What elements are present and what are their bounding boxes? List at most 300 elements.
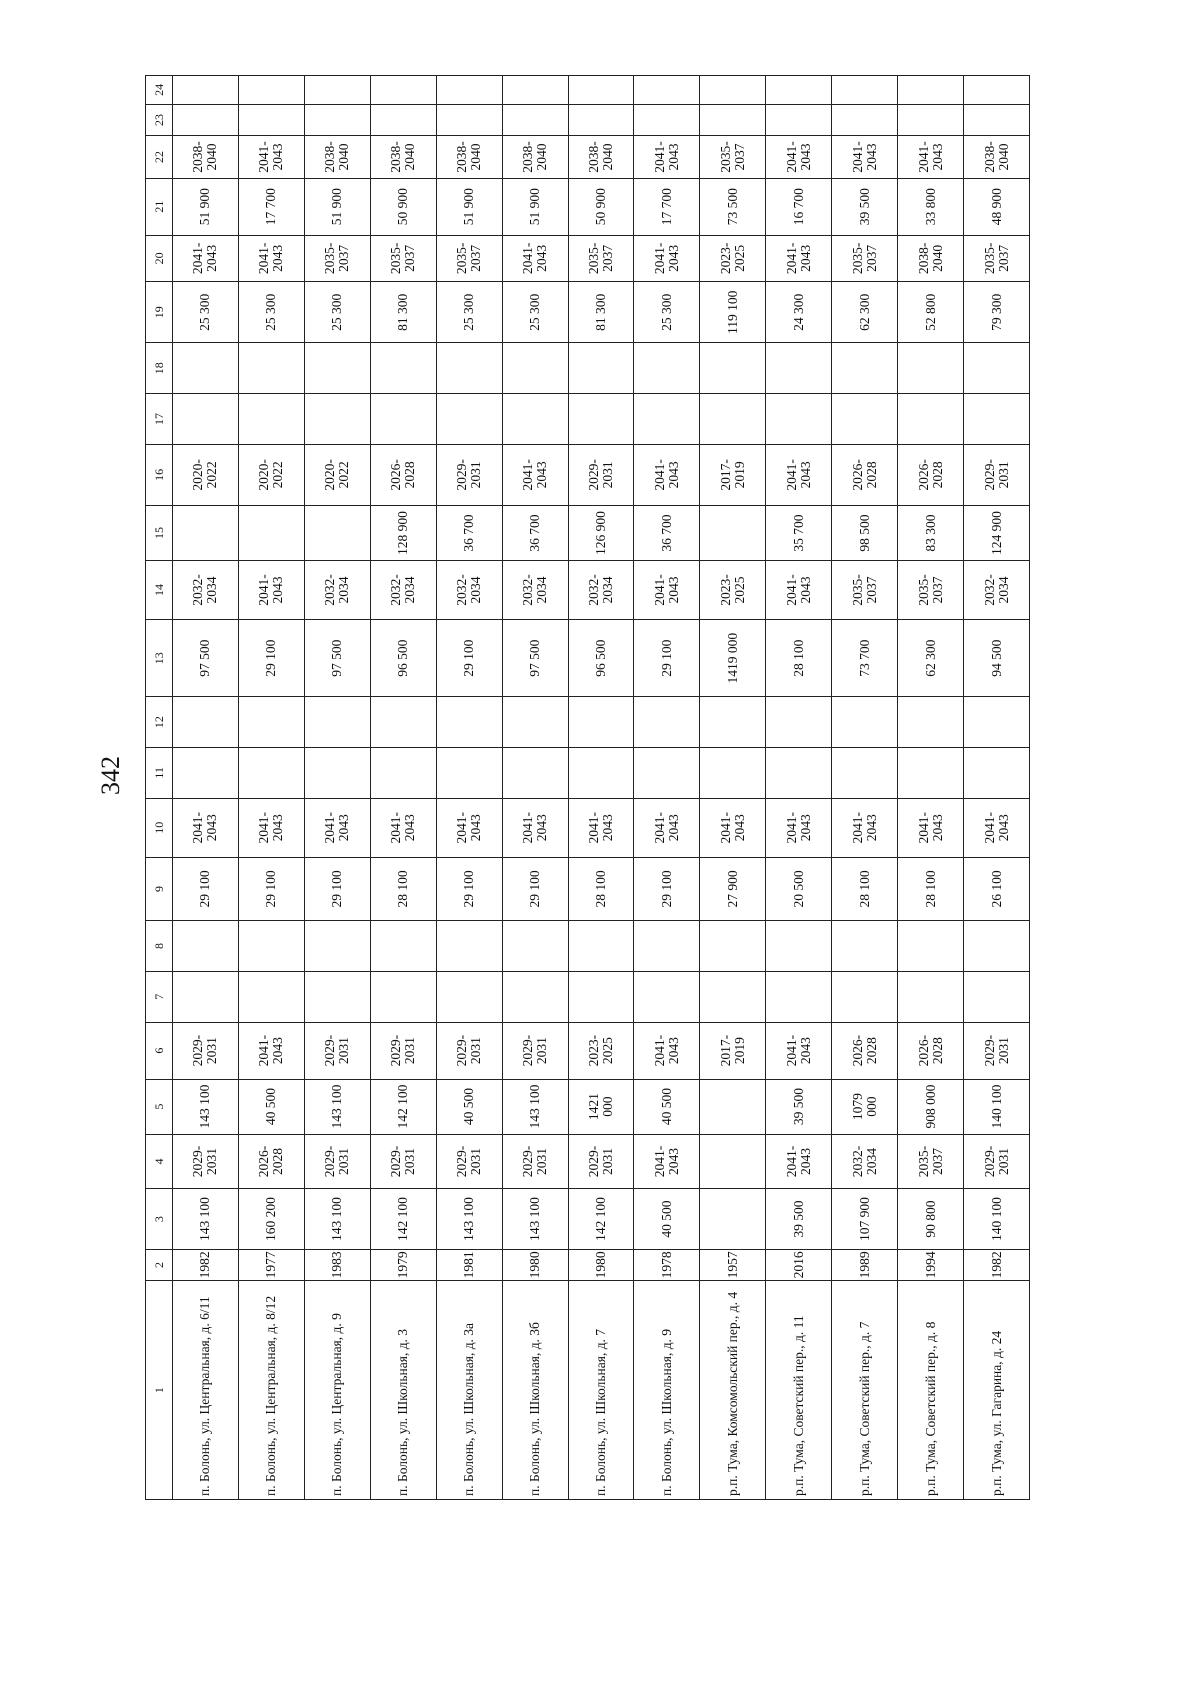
table-cell: 2041-2043 [238, 798, 304, 857]
table-cell: 2035-2037 [568, 235, 634, 281]
table-cell: 39 500 [832, 178, 898, 235]
column-header-10: 10 [146, 798, 173, 857]
table-cell: 26 100 [964, 857, 1030, 920]
page-number: 342 [96, 756, 125, 795]
table-cell: 79 300 [964, 282, 1030, 343]
address-cell: п. Болонь, ул. Школьная, д. 3б [502, 1281, 568, 1500]
table-cell [898, 971, 964, 1022]
table-cell [700, 1079, 766, 1134]
table-cell: 143 100 [304, 1189, 370, 1249]
table-cell [436, 747, 502, 798]
table-cell: 142 100 [568, 1189, 634, 1249]
table-cell [634, 747, 700, 798]
table-cell: 2029-2031 [436, 1022, 502, 1079]
table-cell [700, 697, 766, 748]
address-cell: р.п. Тума, Советский пер., д. 8 [898, 1281, 964, 1500]
table-cell [832, 104, 898, 136]
table-cell: 2026-2028 [898, 1022, 964, 1079]
table-cell: 124 900 [964, 506, 1030, 561]
table-cell: 2041-2043 [238, 1022, 304, 1079]
table-row [304, 76, 370, 1500]
table-cell [964, 697, 1030, 748]
address-cell: п. Болонь, ул. Школьная, д. 3 [370, 1281, 436, 1500]
table-cell: 81 300 [370, 282, 436, 343]
table-cell: 40 500 [634, 1189, 700, 1249]
table-cell: 2029-2031 [964, 1134, 1030, 1189]
table-cell: 98 500 [832, 506, 898, 561]
table-cell: 2023-2025 [700, 560, 766, 619]
table-cell: 2023-2025 [568, 1022, 634, 1079]
table-cell [502, 747, 568, 798]
table-cell [898, 747, 964, 798]
table-cell: 51 900 [304, 178, 370, 235]
table-cell: 36 700 [436, 506, 502, 561]
table-cell: 143 100 [502, 1079, 568, 1134]
table-cell: 2041-2043 [766, 444, 832, 505]
table-cell: 2041-2043 [634, 235, 700, 281]
table-cell: 2041-2043 [238, 235, 304, 281]
table-cell [766, 747, 832, 798]
table-cell: 29 100 [238, 620, 304, 697]
table-cell: 142 100 [370, 1189, 436, 1249]
table-cell: 17 700 [238, 178, 304, 235]
table-cell [766, 343, 832, 394]
table-cell [898, 697, 964, 748]
table-cell [502, 697, 568, 748]
table-cell [634, 343, 700, 394]
table-cell [304, 506, 370, 561]
table-cell [898, 343, 964, 394]
table-cell: 2041-2043 [832, 798, 898, 857]
table-cell: 2029-2031 [964, 1022, 1030, 1079]
table-cell: 33 800 [898, 178, 964, 235]
table-cell [173, 104, 239, 136]
table-cell [238, 697, 304, 748]
table-cell [304, 104, 370, 136]
table-cell: 25 300 [304, 282, 370, 343]
table-cell: 1977 [238, 1249, 304, 1281]
column-header-5: 5 [146, 1079, 173, 1134]
table-cell [436, 104, 502, 136]
table-cell: 50 900 [370, 178, 436, 235]
table-cell [502, 76, 568, 105]
table-cell: 81 300 [568, 282, 634, 343]
table-cell: 25 300 [173, 282, 239, 343]
column-header-16: 16 [146, 444, 173, 505]
table-cell [568, 971, 634, 1022]
table-cell: 2035-2037 [898, 560, 964, 619]
table-cell [370, 971, 436, 1022]
header-row [146, 76, 173, 1500]
table-cell: 2038-2040 [304, 136, 370, 178]
table-cell: 2035-2037 [898, 1134, 964, 1189]
table-cell: 2041-2043 [832, 136, 898, 178]
table-cell: 142 100 [370, 1079, 436, 1134]
table-cell: 2029-2031 [173, 1134, 239, 1189]
table-cell: 2026-2028 [898, 444, 964, 505]
table-cell: 29 100 [634, 857, 700, 920]
table-cell: 2032-2034 [832, 1134, 898, 1189]
table-cell [370, 343, 436, 394]
table-cell: 97 500 [502, 620, 568, 697]
table-cell [568, 76, 634, 105]
table-row [634, 76, 700, 1500]
column-header-19: 19 [146, 282, 173, 343]
table-cell: 2026-2028 [832, 1022, 898, 1079]
table-cell: 2029-2031 [502, 1022, 568, 1079]
address-cell: п. Болонь, ул. Школьная, д. 7 [568, 1281, 634, 1500]
table-cell [700, 971, 766, 1022]
table-cell [766, 394, 832, 445]
table-cell [238, 343, 304, 394]
address-cell: п. Болонь, ул. Школьная, д. 3а [436, 1281, 502, 1500]
table-cell: 140 100 [964, 1079, 1030, 1134]
table-cell: 2038-2040 [173, 136, 239, 178]
table-cell: 25 300 [634, 282, 700, 343]
table-cell [766, 76, 832, 105]
table-cell: 2041-2043 [634, 136, 700, 178]
table-cell [370, 697, 436, 748]
column-header-9: 9 [146, 857, 173, 920]
table-cell [304, 343, 370, 394]
table-row [238, 76, 304, 1500]
table-row [898, 76, 964, 1500]
table-cell [568, 394, 634, 445]
table-cell: 35 700 [766, 506, 832, 561]
table-row [766, 76, 832, 1500]
table-cell: 2017-2019 [700, 1022, 766, 1079]
table-cell [173, 747, 239, 798]
table-cell [502, 921, 568, 972]
table-cell: 25 300 [238, 282, 304, 343]
table-cell: 2038-2040 [370, 136, 436, 178]
table-cell: 1994 [898, 1249, 964, 1281]
table-cell [634, 394, 700, 445]
table-cell [700, 921, 766, 972]
table-cell: 2041-2043 [634, 1022, 700, 1079]
table-cell: 2035-2037 [832, 560, 898, 619]
table-cell: 126 900 [568, 506, 634, 561]
table-cell [502, 971, 568, 1022]
table-row [173, 76, 239, 1500]
table-row [436, 76, 502, 1500]
table-cell: 28 100 [766, 620, 832, 697]
rotated-table-wrapper [145, 75, 1030, 1500]
table-cell: 2041-2043 [898, 798, 964, 857]
table-cell: 36 700 [502, 506, 568, 561]
table-cell: 2038-2040 [502, 136, 568, 178]
data-table [145, 75, 1030, 1500]
table-cell: 2035-2037 [700, 136, 766, 178]
table-cell: 62 300 [832, 282, 898, 343]
table-cell: 17 700 [634, 178, 700, 235]
table-cell: 2023-2025 [700, 235, 766, 281]
table-cell: 29 100 [502, 857, 568, 920]
table-cell: 2038-2040 [898, 235, 964, 281]
table-cell: 36 700 [634, 506, 700, 561]
table-cell: 2041-2043 [173, 798, 239, 857]
table-cell: 2041-2043 [634, 444, 700, 505]
table-cell [832, 971, 898, 1022]
column-header-7: 7 [146, 971, 173, 1022]
table-cell: 143 100 [436, 1189, 502, 1249]
column-header-21: 21 [146, 178, 173, 235]
table-cell [304, 747, 370, 798]
table-cell: 29 100 [238, 857, 304, 920]
table-cell: 97 500 [173, 620, 239, 697]
table-cell: 28 100 [832, 857, 898, 920]
table-cell [766, 104, 832, 136]
table-cell: 2041-2043 [304, 798, 370, 857]
table-cell [436, 76, 502, 105]
table-cell: 2041-2043 [898, 136, 964, 178]
column-header-22: 22 [146, 136, 173, 178]
table-cell: 2041-2043 [766, 1022, 832, 1079]
table-cell: 2041-2043 [766, 1134, 832, 1189]
table-cell: 2029-2031 [370, 1022, 436, 1079]
table-cell: 1982 [173, 1249, 239, 1281]
table-cell: 1981 [436, 1249, 502, 1281]
table-cell: 2032-2034 [964, 560, 1030, 619]
table-cell [173, 971, 239, 1022]
column-header-18: 18 [146, 343, 173, 394]
table-cell: 2032-2034 [173, 560, 239, 619]
table-cell [502, 394, 568, 445]
table-row [370, 76, 436, 1500]
table-cell: 28 100 [370, 857, 436, 920]
table-cell: 1983 [304, 1249, 370, 1281]
table-cell [700, 1189, 766, 1249]
table-cell: 20 500 [766, 857, 832, 920]
table-cell: 28 100 [898, 857, 964, 920]
table-cell: 24 300 [766, 282, 832, 343]
table-cell: 2041-2043 [370, 798, 436, 857]
table-cell [700, 747, 766, 798]
table-cell: 1079 000 [832, 1079, 898, 1134]
table-cell [173, 506, 239, 561]
table-cell: 2032-2034 [304, 560, 370, 619]
table-row [832, 76, 898, 1500]
table-cell: 2041-2043 [238, 560, 304, 619]
table-cell: 2020-2022 [173, 444, 239, 505]
table-cell [436, 343, 502, 394]
table-cell: 143 100 [173, 1189, 239, 1249]
table-cell: 2035-2037 [304, 235, 370, 281]
table-cell: 2026-2028 [832, 444, 898, 505]
address-cell: п. Болонь, ул. Центральная, д. 9 [304, 1281, 370, 1500]
table-cell: 2032-2034 [568, 560, 634, 619]
table-cell [634, 697, 700, 748]
table-cell: 51 900 [173, 178, 239, 235]
table-cell: 908 000 [898, 1079, 964, 1134]
address-cell: п. Болонь, ул. Школьная, д. 9 [634, 1281, 700, 1500]
table-cell [568, 921, 634, 972]
table-cell: 143 100 [173, 1079, 239, 1134]
table-cell [238, 104, 304, 136]
table-cell: 2035-2037 [370, 235, 436, 281]
table-cell: 16 700 [766, 178, 832, 235]
table-cell [898, 921, 964, 972]
table-cell: 97 500 [304, 620, 370, 697]
table-cell: 2026-2028 [370, 444, 436, 505]
table-cell: 2017-2019 [700, 444, 766, 505]
column-header-20: 20 [146, 235, 173, 281]
table-cell: 2041-2043 [766, 798, 832, 857]
column-header-15: 15 [146, 506, 173, 561]
table-cell: 83 300 [898, 506, 964, 561]
table-cell: 29 100 [436, 620, 502, 697]
table-cell: 2029-2031 [173, 1022, 239, 1079]
table-cell [568, 697, 634, 748]
table-cell: 94 500 [964, 620, 1030, 697]
column-header-4: 4 [146, 1134, 173, 1189]
table-cell: 2020-2022 [304, 444, 370, 505]
table-cell [173, 697, 239, 748]
table-cell: 39 500 [766, 1079, 832, 1134]
table-cell: 1957 [700, 1249, 766, 1281]
table-cell [700, 343, 766, 394]
table-cell [173, 394, 239, 445]
table-cell: 160 200 [238, 1189, 304, 1249]
column-header-13: 13 [146, 620, 173, 697]
table-cell [238, 76, 304, 105]
table-cell [700, 104, 766, 136]
table-cell [304, 921, 370, 972]
table-cell: 2032-2034 [436, 560, 502, 619]
table-cell [568, 104, 634, 136]
table-cell [964, 747, 1030, 798]
table-cell: 2029-2031 [304, 1134, 370, 1189]
table-cell [173, 921, 239, 972]
table-cell [832, 394, 898, 445]
table-cell [898, 394, 964, 445]
table-cell: 2029-2031 [436, 444, 502, 505]
table-cell [568, 747, 634, 798]
table-cell [964, 104, 1030, 136]
table-cell [832, 76, 898, 105]
table-cell: 2029-2031 [304, 1022, 370, 1079]
table-cell: 2041-2043 [766, 560, 832, 619]
table-cell: 1980 [568, 1249, 634, 1281]
table-cell: 29 100 [436, 857, 502, 920]
table-cell: 1421 000 [568, 1079, 634, 1134]
column-header-12: 12 [146, 697, 173, 748]
table-cell: 48 900 [964, 178, 1030, 235]
column-header-1: 1 [146, 1281, 173, 1500]
table-cell: 1419 000 [700, 620, 766, 697]
table-cell: 2029-2031 [964, 444, 1030, 505]
table-cell: 2041-2043 [238, 136, 304, 178]
table-cell: 2029-2031 [568, 1134, 634, 1189]
table-cell [370, 76, 436, 105]
table-cell [634, 76, 700, 105]
table-cell: 2035-2037 [832, 235, 898, 281]
address-cell: р.п. Тума, Советский пер., д. 11 [766, 1281, 832, 1500]
table-cell [964, 971, 1030, 1022]
table-cell: 29 100 [634, 620, 700, 697]
column-header-3: 3 [146, 1189, 173, 1249]
column-header-23: 23 [146, 104, 173, 136]
table-cell: 96 500 [568, 620, 634, 697]
table-cell: 2035-2037 [436, 235, 502, 281]
table-cell: 2020-2022 [238, 444, 304, 505]
table-cell: 50 900 [568, 178, 634, 235]
table-row [502, 76, 568, 1500]
table-cell: 51 900 [502, 178, 568, 235]
table-cell: 128 900 [370, 506, 436, 561]
table-cell: 2038-2040 [436, 136, 502, 178]
table-cell: 96 500 [370, 620, 436, 697]
table-cell [436, 697, 502, 748]
address-cell: р.п. Тума, Советский пер., д. 7 [832, 1281, 898, 1500]
table-cell [634, 104, 700, 136]
table-row [568, 76, 634, 1500]
table-cell: 73 500 [700, 178, 766, 235]
table-cell [173, 343, 239, 394]
table-cell: 1982 [964, 1249, 1030, 1281]
table-cell [964, 343, 1030, 394]
table-cell [832, 343, 898, 394]
table-cell: 1989 [832, 1249, 898, 1281]
table-cell: 107 900 [832, 1189, 898, 1249]
table-cell: 2038-2040 [568, 136, 634, 178]
table-cell [304, 971, 370, 1022]
table-cell: 25 300 [436, 282, 502, 343]
address-cell: р.п. Тума, ул. Гагарина, д. 24 [964, 1281, 1030, 1500]
table-cell: 2041-2043 [700, 798, 766, 857]
table-cell: 90 800 [898, 1189, 964, 1249]
column-header-6: 6 [146, 1022, 173, 1079]
table-cell [964, 921, 1030, 972]
table-cell: 2041-2043 [766, 136, 832, 178]
table-cell [634, 921, 700, 972]
table-cell: 143 100 [502, 1189, 568, 1249]
table-cell: 2029-2031 [370, 1134, 436, 1189]
table-cell [766, 697, 832, 748]
table-cell: 2041-2043 [502, 444, 568, 505]
table-cell: 2035-2037 [964, 235, 1030, 281]
table-cell [502, 104, 568, 136]
table-cell: 52 800 [898, 282, 964, 343]
table-cell [898, 104, 964, 136]
column-header-11: 11 [146, 747, 173, 798]
column-header-17: 17 [146, 394, 173, 445]
table-cell [898, 76, 964, 105]
table-cell [766, 971, 832, 1022]
table-cell: 2041-2043 [964, 798, 1030, 857]
table-cell: 2041-2043 [634, 1134, 700, 1189]
table-cell [370, 747, 436, 798]
table-cell: 140 100 [964, 1189, 1030, 1249]
column-header-14: 14 [146, 560, 173, 619]
column-header-8: 8 [146, 921, 173, 972]
table-cell [700, 394, 766, 445]
table-cell [832, 921, 898, 972]
table-row [700, 76, 766, 1500]
table-cell [634, 971, 700, 1022]
table-cell: 29 100 [304, 857, 370, 920]
table-cell: 27 900 [700, 857, 766, 920]
table-cell [700, 506, 766, 561]
table-cell: 2041-2043 [634, 560, 700, 619]
table-cell [304, 76, 370, 105]
table-cell [700, 76, 766, 105]
table-cell [700, 1134, 766, 1189]
table-cell [502, 343, 568, 394]
table-cell [238, 506, 304, 561]
table-cell: 39 500 [766, 1189, 832, 1249]
table-cell: 29 100 [173, 857, 239, 920]
